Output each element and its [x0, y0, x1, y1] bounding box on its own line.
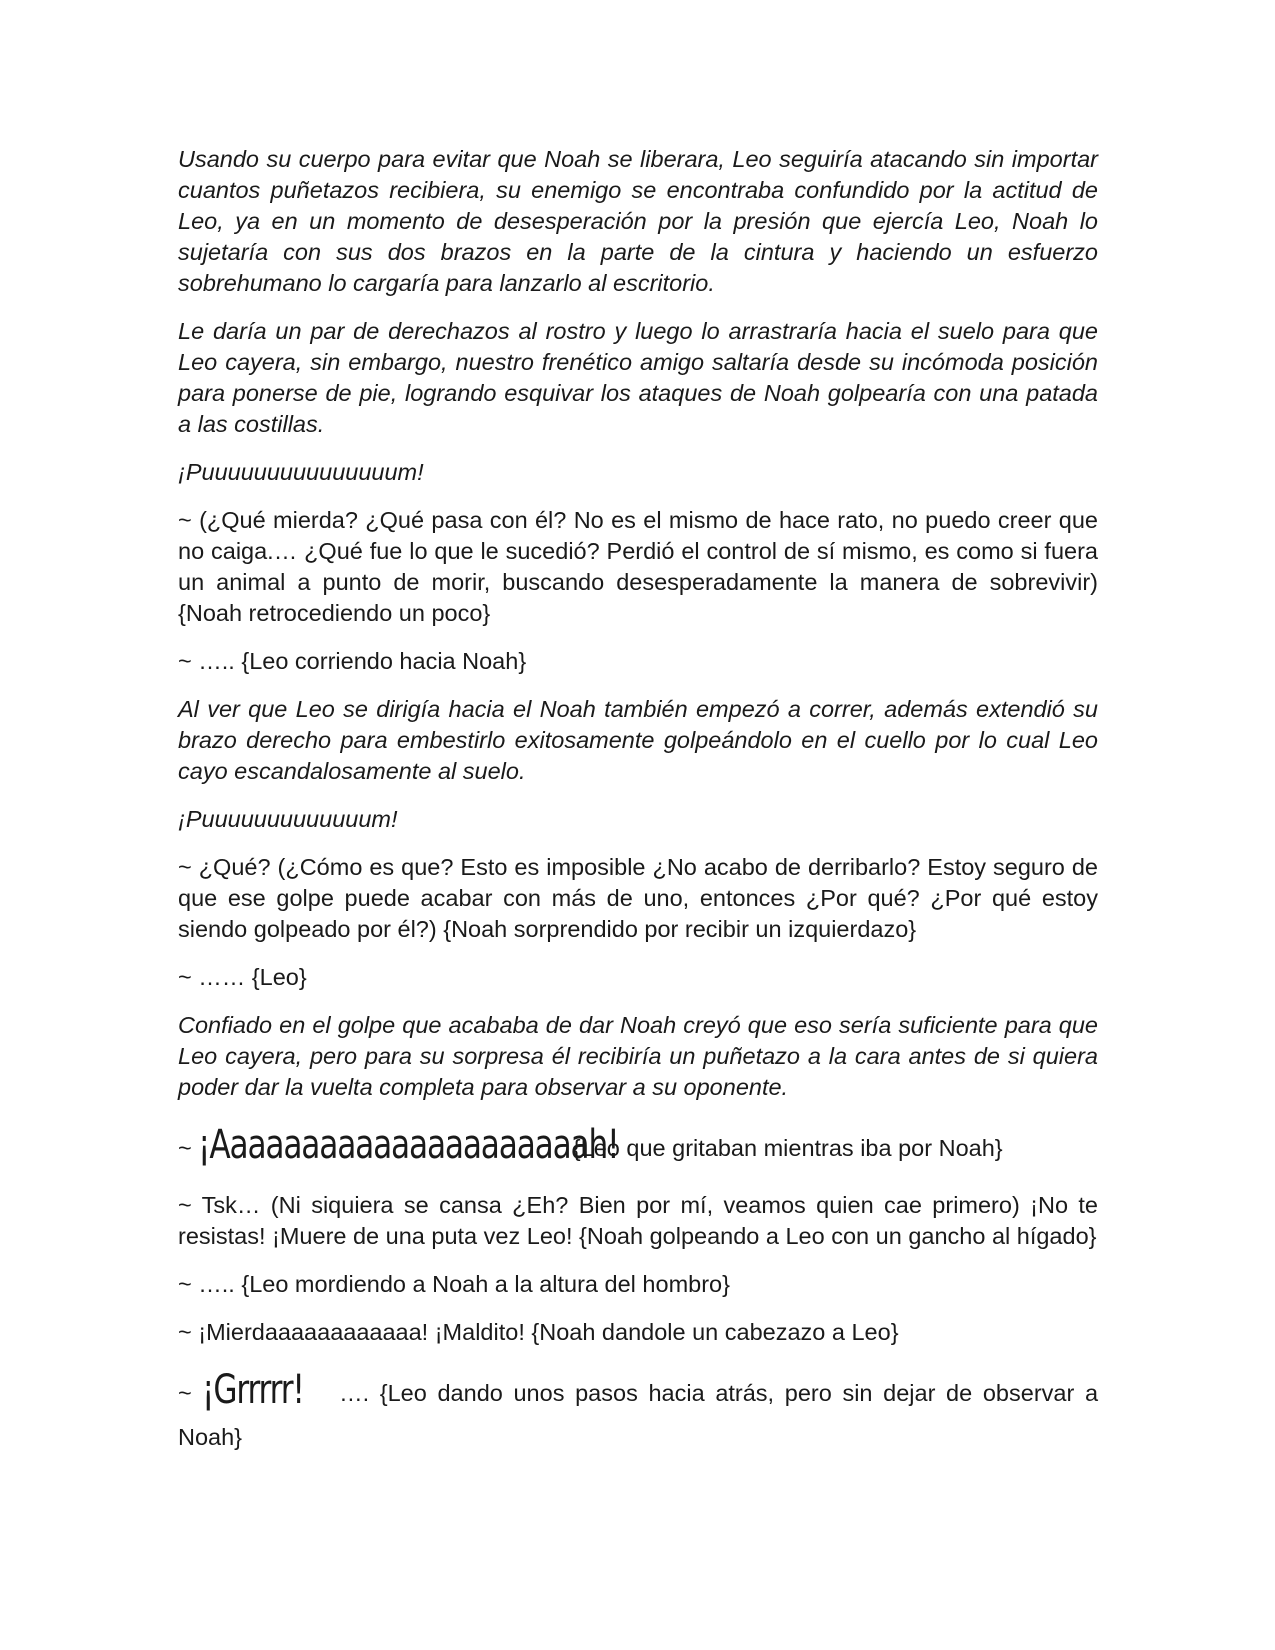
- narration-paragraph: Le daría un par de derechazos al rostro y luego lo arrastraría hacia el suelo para que Leo cayera, sin embargo, nuestro frenético amigo saltaría desde su incómoda posición para ponerse de pie, logrando esquivar los ataques de Noah golpearía con una patada a las costillas.: [178, 318, 1098, 437]
- dialogue-paragraph: ~ ….. {Leo corriendo hacia Noah}: [178, 648, 527, 674]
- narration-paragraph: Usando su cuerpo para evitar que Noah se liberara, Leo seguiría atacando sin importar cuantos puñetazos recibiera, su enemigo se encontraba confundido por la actitud de Leo, ya en un momento de desesperación por la presión que ejercía Leo, Noah lo sujetaría con sus dos brazos en la parte de la cintura y haciendo un esfuerzo sobrehumano lo cargaría para lanzarlo al escritorio.: [178, 146, 1098, 296]
- dialogue-paragraph: ~ ….. {Leo mordiendo a Noah a la altura del hombro}: [178, 1271, 730, 1297]
- shout-dialogue-line: [178, 1367, 1099, 1459]
- shout-text: ¡Grrrrr!: [202, 1367, 305, 1413]
- dialogue-paragraph: ~ (¿Qué mierda? ¿Qué pasa con él? No es el mismo de hace rato, no puedo creer que no caiga.… ¿Qué fue lo que le sucedió? Perdió el control de sí mismo, es como si fuera un animal a punto de morir, buscando desesperadamente la manera de sobrevivir) {Noah retrocediendo un poco}: [178, 507, 1098, 626]
- dialogue-paragraph: ~ ¡Mierdaaaaaaaaaaaa! ¡Maldito! {Noah dandole un cabezazo a Leo}: [178, 1319, 899, 1345]
- shout-text: ¡Aaaaaaaaaaaaaaaaaaaaah!: [198, 1122, 619, 1168]
- dialogue-paragraph: ~ ¿Qué? (¿Cómo es que? Esto es imposible ¿No acabo de derribarlo? Estoy seguro de que ese golpe puede acabar con más de uno, entonces ¿Por qué? ¿Por qué estoy siendo golpeado por él?) {Noah sorprendido por recibir un izquierdazo}: [178, 854, 1098, 942]
- stage-direction: …. {Leo dando unos pasos hacia atrás, pero sin dejar de observar a Noah}: [178, 1380, 1099, 1450]
- shout-dialogue-line: [178, 1122, 1098, 1168]
- narration-paragraph: Al ver que Leo se dirigía hacia el Noah también empezó a correr, además extendió su brazo derecho para embestirlo exitosamente golpeándolo en el cuello por lo cual Leo cayo escandalosamente al suelo.: [178, 696, 1098, 784]
- narration-paragraph: Confiado en el golpe que acababa de dar Noah creyó que eso sería suficiente para que Leo cayera, pero para su sorpresa él recibiría un puñetazo a la cara antes de si quiera poder dar la vuelta completa para observar a su oponente.: [178, 1012, 1098, 1100]
- sound-effect-line: ¡Puuuuuuuuuuuuum!: [178, 806, 398, 832]
- document-page: [178, 144, 1098, 1459]
- dialogue-paragraph: ~ …… {Leo}: [178, 964, 307, 990]
- stage-direction: {Leo que gritaban mientras iba por Noah}: [572, 1135, 1003, 1161]
- dialogue-paragraph: ~ Tsk… (Ni siquiera se cansa ¿Eh? Bien por mí, veamos quien cae primero) ¡No te resistas! ¡Muere de una puta vez Leo! {Noah golpeando a Leo con un gancho al hígado}: [178, 1192, 1098, 1249]
- shout-wrapper: [198, 1122, 619, 1168]
- shout-wrapper: [202, 1367, 328, 1415]
- dialogue-tilde: ~: [178, 1380, 192, 1406]
- sound-effect-line: ¡Puuuuuuuuuuuuuuum!: [178, 459, 424, 485]
- dialogue-tilde: ~: [178, 1135, 192, 1161]
